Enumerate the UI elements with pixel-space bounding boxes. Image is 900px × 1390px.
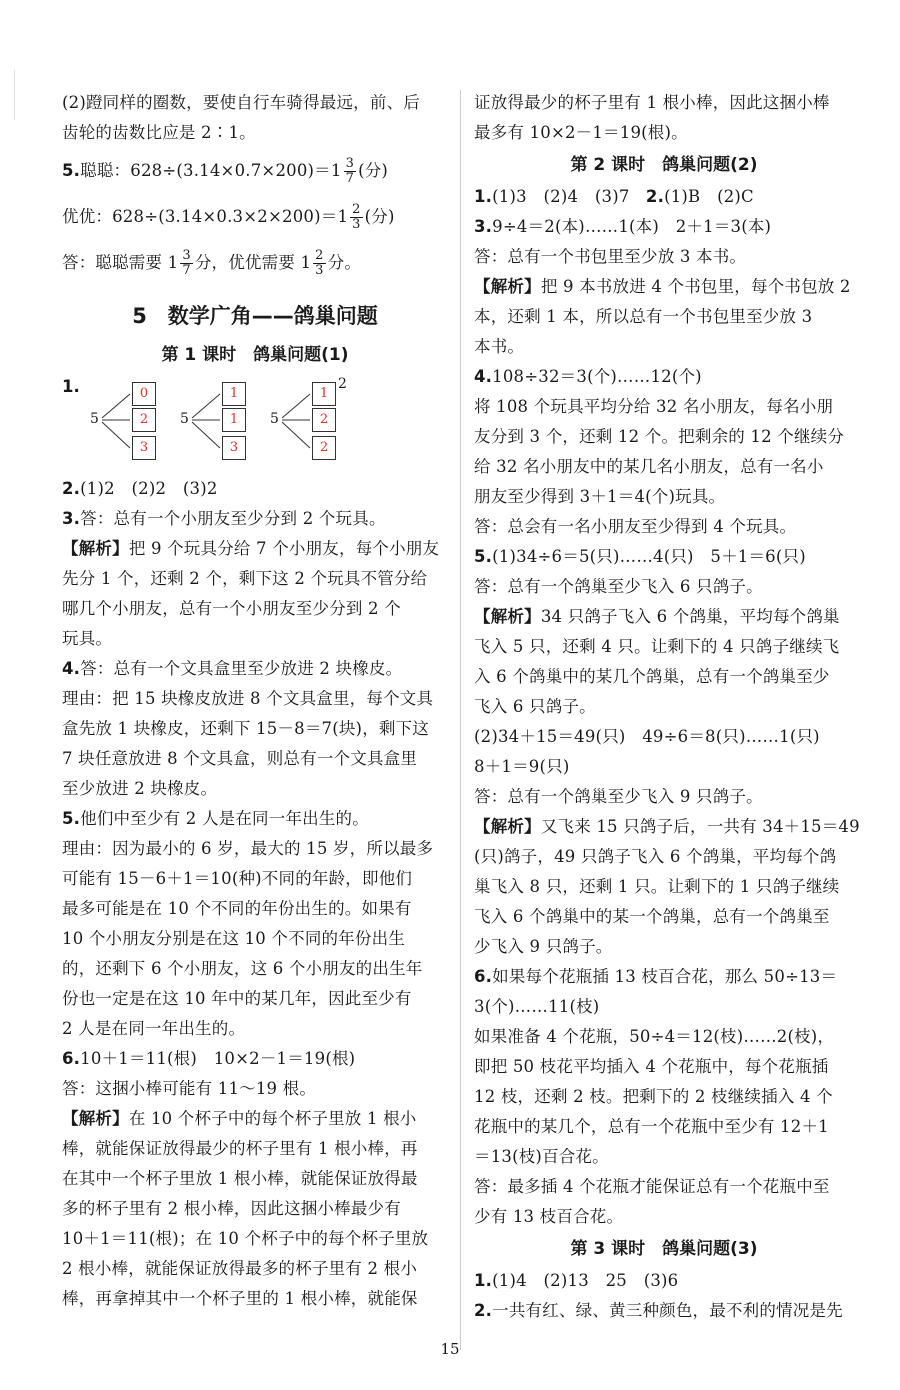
text-line: 飞入 6 只鸽子。 bbox=[474, 697, 596, 716]
text-line: 将 108 个玩具平均分给 32 名小朋友，每名小朋 bbox=[474, 397, 834, 416]
text-line: 证放得最少的杯子里有 1 根小棒，因此这捆小棒 bbox=[474, 93, 830, 112]
text-line: 1.(1)3 (2)4 (3)7 2.(1)B (2)C bbox=[474, 187, 754, 206]
analysis-line: 【解析】又飞来 15 只鸽子后，一共有 34＋15＝49 bbox=[474, 817, 860, 836]
text-line: 7 块任意放进 8 个文具盒，则总有一个文具盒里 bbox=[62, 749, 418, 768]
text-line: 先分 1 个，还剩 2 个，剩下这 2 个玩具不管分给 bbox=[62, 569, 428, 588]
fraction: $\frac{3}{7}$ bbox=[182, 248, 191, 278]
text-line: 4.答：总有一个文具盒里至少放进 2 块橡皮。 bbox=[62, 659, 403, 678]
text-line: 友分到 3 个，还剩 12 个。把剩余的 12 个继续分 bbox=[474, 427, 845, 446]
text-line: 朋友至少得到 3＋1＝4(个)玩具。 bbox=[474, 487, 726, 506]
q5-answer: 答：聪聪需要 1 $\frac{3}{7}$ 分，优优需要 1 $\frac{2}{3}$ 分。 bbox=[62, 248, 362, 278]
text-line: ＝13(枝)百合花。 bbox=[474, 1147, 609, 1166]
text-line: 花瓶中的某几个，总有一个花瓶中至少有 12＋1 bbox=[474, 1117, 829, 1136]
text-line: 在其中一个杯子里放 1 根小棒，就能保证放得最 bbox=[62, 1169, 418, 1188]
text-line: 10＋1＝11(根)；在 10 个杯子中的每个杯子里放 bbox=[62, 1229, 429, 1248]
q5-congcong: 5.聪聪：628÷(3.14×0.7×200)＝1 $\frac{3}{7}$ (分) bbox=[62, 156, 389, 186]
text-line: 少飞入 9 只鸽子。 bbox=[474, 937, 613, 956]
analysis-line: 【解析】34 只鸽子飞入 6 个鸽巢，平均每个鸽巢 bbox=[474, 607, 840, 626]
text-line: 齿轮的齿数比应是 2∶1。 bbox=[62, 123, 256, 142]
text-line: 即把 50 枝花平均插入 4 个花瓶中，每个花瓶插 bbox=[474, 1057, 829, 1076]
text-line: 棒，就能保证放得最少的杯子里有 1 根小棒，再 bbox=[62, 1139, 418, 1158]
text-line: 答：总会有一名小朋友至少得到 4 个玩具。 bbox=[474, 517, 797, 536]
text-line: 2.(1)2 (2)2 (3)2 bbox=[62, 479, 218, 498]
distribution-group bbox=[270, 378, 340, 466]
text-line: 玩具。 bbox=[62, 629, 113, 648]
text-line: 少有 13 枝百合花。 bbox=[474, 1207, 624, 1226]
analysis-line: 【解析】把 9 个玩具分给 7 个小朋友，每个小朋友 bbox=[62, 539, 440, 558]
text-line: 5.他们中至少有 2 人是在同一年出生的。 bbox=[62, 809, 369, 828]
text-line: 5.(1)34÷6＝5(只)……4(只) 5＋1＝6(只) bbox=[474, 547, 806, 566]
text-line: 10 个小朋友分别是在这 10 个不同的年份出生 bbox=[62, 929, 406, 948]
text-line: 答：这捆小棒可能有 11～19 根。 bbox=[62, 1079, 317, 1098]
text-line: 本书。 bbox=[474, 337, 525, 356]
text-line: 最多可能是在 10 个不同的年份出生的。如果有 bbox=[62, 899, 412, 918]
text-line: 答：总有一个鸽巢至少飞入 6 只鸽子。 bbox=[474, 577, 763, 596]
text-line: (2)34＋15＝49(只) 49÷6＝8(只)……1(只) bbox=[474, 727, 820, 746]
total-label: 5 bbox=[90, 411, 99, 427]
text-line: 理由：因为最小的 6 岁，最大的 15 岁，所以最多 bbox=[62, 839, 434, 858]
text-line: 答：总有一个鸽巢至少飞入 9 只鸽子。 bbox=[474, 787, 763, 806]
analysis-line: 【解析】在 10 个杯子中的每个杯子里放 1 根小 bbox=[62, 1109, 417, 1128]
total-label: 5 bbox=[270, 411, 279, 427]
lesson-title: 第 2 课时 鸽巢问题(2) bbox=[570, 155, 758, 175]
text-line: 1.(1)4 (2)13 25 (3)6 bbox=[474, 1271, 679, 1290]
text-line: (2)蹬同样的圈数，要使自行车骑得最远，前、后 bbox=[62, 93, 420, 112]
text-line: 的，还剩下 6 个小朋友，这 6 个小朋友的出生年 bbox=[62, 959, 423, 978]
text-line: 6.如果每个花瓶插 13 枝百合花，那么 50÷13＝ bbox=[474, 967, 838, 986]
text-line: 2 根小棒，就能保证放得最多的杯子里有 2 根小 bbox=[62, 1259, 418, 1278]
text-line: 飞入 6 个鸽巢中的某一个鸽巢，总有一个鸽巢至 bbox=[474, 907, 830, 926]
text-line: 本，还剩 1 本，所以总有一个书包里至少放 3 bbox=[474, 307, 813, 326]
text-line: 4.108÷32＝3(个)……12(个) bbox=[474, 367, 702, 386]
text-line: 答：最多插 4 个花瓶才能保证总有一个花瓶中至 bbox=[474, 1177, 830, 1196]
text-line: 飞入 5 只，还剩 4 只。让剩下的 4 只鸽子继续飞 bbox=[474, 637, 840, 656]
text-line: 多的杯子里有 2 根小棒，因此这捆小棒最少有 bbox=[62, 1199, 401, 1218]
text-line: 3(个)……11(枝) bbox=[474, 997, 600, 1016]
lesson-title: 第 1 课时 鸽巢问题(1) bbox=[161, 345, 349, 365]
column-divider bbox=[460, 90, 461, 1350]
margin-line bbox=[14, 70, 15, 120]
box-value: 3 bbox=[222, 436, 246, 460]
text-line: 可能有 15－6＋1＝10(种)不同的年龄，即他们 bbox=[62, 869, 413, 888]
box-value: 3 bbox=[132, 436, 156, 460]
fraction: $\frac{2}{3}$ bbox=[315, 248, 324, 278]
text-line: 最多有 10×2－1＝19(根)。 bbox=[474, 123, 688, 142]
aside-number: 2 bbox=[338, 376, 347, 392]
text-line: 份也一定是在这 10 年中的某几年，因此至少有 bbox=[62, 989, 412, 1008]
text-line: 棒，再拿掉其中一个杯子里的 1 根小棒，就能保 bbox=[62, 1289, 418, 1308]
text-line: 入 6 个鸽巢中的某几个鸽巢，总有一个鸽巢至少 bbox=[474, 667, 830, 686]
distribution-group bbox=[90, 378, 160, 466]
distribution-group bbox=[180, 378, 250, 466]
text-line: (只)鸽子，49 只鸽子飞入 6 个鸽巢，平均每个鸽 bbox=[474, 847, 837, 866]
box-value: 0 bbox=[132, 382, 156, 406]
fraction: $\frac{3}{7}$ bbox=[345, 156, 355, 186]
total-label: 5 bbox=[180, 411, 189, 427]
box-value: 1 bbox=[222, 382, 246, 406]
text-line: 6.10＋1＝11(根) 10×2－1＝19(根) bbox=[62, 1049, 356, 1068]
analysis-line: 【解析】把 9 本书放进 4 个书包里，每个书包放 2 bbox=[474, 277, 851, 296]
question-number: 1. bbox=[62, 377, 80, 396]
text-line: 哪几个小朋友，总有一个小朋友至少分到 2 个 bbox=[62, 599, 401, 618]
text-line: 给 32 名小朋友中的某几名小朋友，总有一名小 bbox=[474, 457, 824, 476]
box-value: 2 bbox=[312, 408, 336, 432]
text-line: 巢飞入 8 只，还剩 1 只。让剩下的 1 只鸽子继续 bbox=[474, 877, 840, 896]
text-line: 2.一共有红、绿、黄三种颜色，最不利的情况是先 bbox=[474, 1301, 843, 1320]
q5-youyou: 优优：628÷(3.14×0.3×2×200)＝1 $\frac{2}{3}$ (分) bbox=[62, 202, 395, 232]
page-number: 15 bbox=[440, 1340, 460, 1358]
text-line: 3.答：总有一个小朋友至少分到 2 个玩具。 bbox=[62, 509, 386, 528]
right-column bbox=[474, 88, 860, 1326]
text-line: 至少放进 2 块橡皮。 bbox=[62, 779, 218, 798]
text-line: 12 枝，还剩 2 枝。把剩下的 2 枝继续插入 4 个 bbox=[474, 1087, 833, 1106]
box-value: 2 bbox=[312, 436, 336, 460]
fraction: $\frac{2}{3}$ bbox=[352, 202, 361, 232]
text-line: 理由：把 15 块橡皮放进 8 个文具盒里，每个文具 bbox=[62, 689, 434, 708]
lesson-title: 第 3 课时 鸽巢问题(3) bbox=[570, 1239, 758, 1259]
text-line: 8＋1＝9(只) bbox=[474, 757, 570, 776]
text-line: 3.9÷4＝2(本)……1(本) 2＋1＝3(本) bbox=[474, 217, 772, 236]
text-line: 2 人是在同一年出生的。 bbox=[62, 1019, 246, 1038]
text-line: 盒先放 1 块橡皮，还剩下 15－8＝7(块)，剩下这 bbox=[62, 719, 429, 738]
text-line: 答：总有一个书包里至少放 3 本书。 bbox=[474, 247, 747, 266]
box-value: 1 bbox=[312, 382, 336, 406]
left-column bbox=[62, 88, 448, 1314]
chapter-title: 5 数学广角——鸽巢问题 bbox=[132, 304, 378, 328]
text-line: 如果准备 4 个花瓶，50÷4＝12(枝)……2(枝)， bbox=[474, 1027, 835, 1046]
box-value: 1 bbox=[222, 408, 246, 432]
q1-diagram bbox=[62, 374, 448, 470]
box-value: 2 bbox=[132, 408, 156, 432]
